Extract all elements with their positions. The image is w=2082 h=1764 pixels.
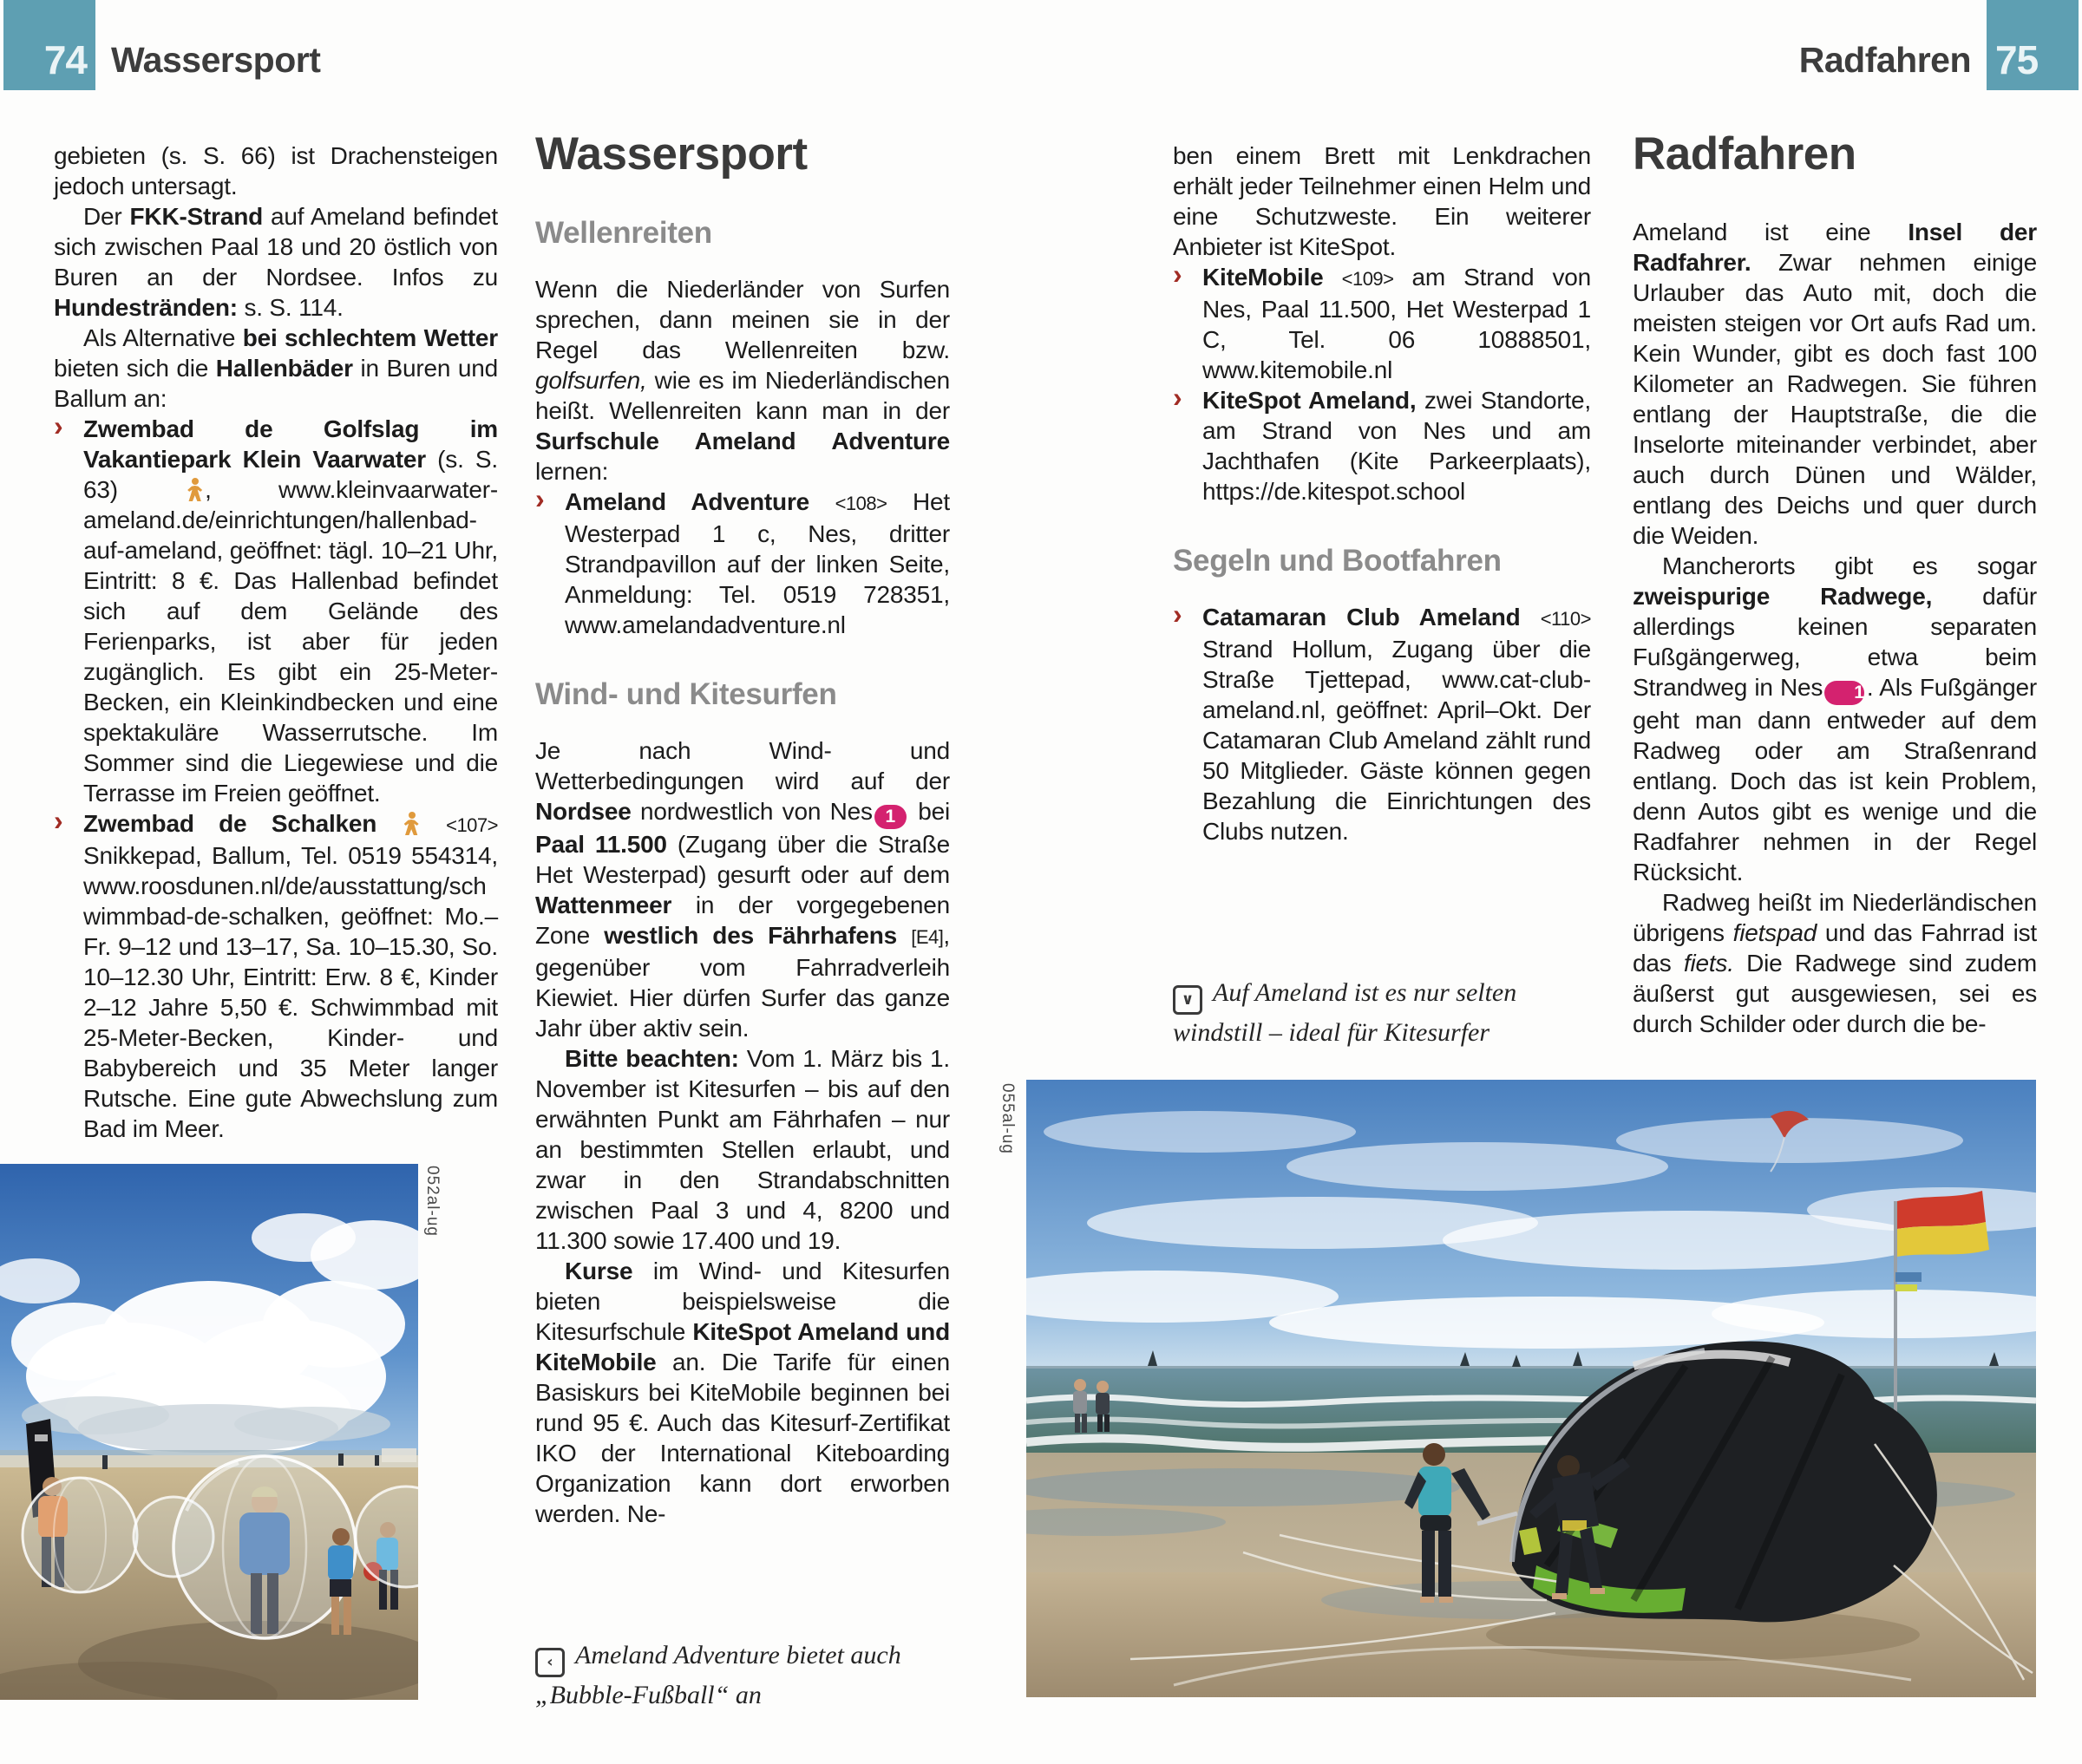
paragraph: Ameland ist eine Insel der Radfahrer. Zwar nehmen einige Urlauber das Auto mit, doch die meisten steigen vor Ort aufs Rad um. Kein Wunder, gibt es doch fast 100 Kilometer an Radwegen. Sie führen entlang der Hauptstraße, die die Inselorte miteinander verbindet, aber auch durch Dünen und Wälder, entlang des Deichs und quer durch die Weiden. xyxy=(1633,219,2037,549)
list-item-text: Zwembad de Schalken <107> Snikkepad, Ballum, Tel. 0519 554314, www.roosdunen.nl/de/ausstattung/schwimmbad-de-schalken, geöffnet: Mo.–Fr. 9–12 und 13–17, Sa. 10–15.30, So. 10–12.30 Uhr, Eintritt: Erw. 8 €, Kinder 2–12 Jahre 5,50 €. Schwimmbad mit 25-Meter-Becken, Kinder- und Babybereich und 35 Meter langer Rutsche. Eine gute Abwechslung zum Bad im Meer. xyxy=(83,810,498,1142)
photo-image xyxy=(1026,1080,2036,1697)
photo-kitesurf-beach xyxy=(1026,1080,2036,1697)
paragraph: ben einem Brett mit Lenkdrachen erhält jeder Teilnehmer einen Helm und eine Schutzweste. Ein weiterer Anbieter ist KiteSpot. xyxy=(1173,142,1591,260)
list-item xyxy=(1173,598,1591,846)
photo-credit-right: 055al-ug xyxy=(998,1083,1017,1154)
paragraph: Der FKK-Strand auf Ameland befindet sich zwischen Paal 18 und 20 östlich von Buren an der Nordsee. Infos zu Hundestränden: s. S. 114. xyxy=(54,203,498,321)
photo-image xyxy=(0,1164,418,1700)
kitesurf-provider-list xyxy=(1173,258,1591,506)
photo-caption-kitesurf xyxy=(1173,975,1591,1050)
family-icon xyxy=(187,478,202,501)
column-4 xyxy=(1633,130,2037,1039)
column-3 xyxy=(1173,130,1591,846)
running-header-left: Wassersport xyxy=(111,40,321,80)
page-number-right: 75 xyxy=(1995,37,2039,82)
paragraph: Als Alternative bei schlechtem Wetter bieten sich die Hallenbäder in Buren und Ballum an: xyxy=(54,324,498,412)
chevron-bullet-icon: › xyxy=(1173,258,1182,290)
page-number-left: 74 xyxy=(43,37,87,82)
list-item-text: KiteMobile <109> am Strand von Nes, Paal 11.500, Het Westerpad 1 C, Tel. 06 10888501, www.kitemobile.nl xyxy=(1202,264,1591,383)
column-1 xyxy=(54,130,498,1144)
list-item xyxy=(54,410,498,808)
chevron-bullet-icon: › xyxy=(54,410,63,441)
paragraph: Je nach Wind- und Wetterbedingungen wird auf der Nordsee nordwestlich von Nes 1 bei Paal 11.500 (Zugang über die Straße Het Westerpad) gesurft oder auf dem Wattenmeer in der vorgegebenen Zone westlich des Fährhafens [E4], gegenüber vom Fahrradverleih Kiewiet. Hier dürfen Surfer das ganze Jahr über aktiv sein. xyxy=(535,737,950,1042)
photo-caption-bubble-football xyxy=(535,1637,950,1713)
list-item xyxy=(535,483,950,640)
list-item-text: Catamaran Club Ameland <110> Strand Hollum, Zugang über die Straße Tjettepad, www.cat-club-ameland.nl, geöffnet: April–Okt. Der Catamaran Club Ameland zählt rund 50 Mitglieder. Gäste können gegen Bezahlung die Einrichtungen des Clubs nutzen. xyxy=(1202,604,1591,845)
list-item xyxy=(54,805,498,1144)
paragraph: Kurse im Wind- und Kitesurfen bieten beispielsweise die Kitesurfschule KiteSpot Ameland und KiteMobile an. Die Tarife für einen Basiskurs bei KiteMobile beginnen bei rund 95 €. Auch das Kitesurf-Zertifikat IKO der International Kiteboarding Organization kann dort erworben werden. Ne- xyxy=(535,1258,950,1527)
chevron-bullet-icon: › xyxy=(1173,598,1182,630)
pool-list xyxy=(54,410,498,1144)
page-number-box-right xyxy=(1987,0,2079,90)
paragraph: Wenn die Niederländer von Surfen sprechen, dann meinen sie in der Regel das Wellenreiten bzw. golfsurfen, wie es im Niederländischen heißt. Wellenreiten kann man in der Surfschule Ameland Adventure lernen: xyxy=(535,276,950,485)
list-item-text: Zwembad de Golfslag im Vakantiepark Klein Vaarwater (s. S. 63) , www.kleinvaarwater-ameland.de/einrichtungen/hallenbad-auf-ameland, geöffnet: tägl. 10–21 Uhr, Eintritt: 8 €. Das Hallenbad befindet sich auf dem Gelände des Ferienparks, ist aber für jeden zugänglich. Es gibt ein 25-Meter-Becken, ein Kleinkindbecken und eine spektakuläre Wasserrutsche. Im Sommer sind die Liegewiese und die Terrasse im Freien geöffnet. xyxy=(83,415,498,807)
family-icon xyxy=(404,812,419,835)
list-item xyxy=(1173,382,1591,506)
paragraph: Mancherorts gibt es sogar zweispurige Radwege, dafür allerdings keinen separaten Fußgängerweg, etwa beim Strandweg in Nes 1 . Als Fußgänger geht man dann entweder auf dem Radweg oder am Straßenrand entlang. Doch das ist kein Problem, denn Autos gibt es wenige und die Radfahrer nehmen in der Regel Rücksicht. xyxy=(1633,552,2037,885)
list-item-text: KiteSpot Ameland, zwei Standorte, am Strand von Nes und am Jachthafen (Kite Parkeerplaats), https://de.kitespot.school xyxy=(1202,387,1591,505)
section-title-wassersport: Wassersport xyxy=(535,128,808,180)
list-item-text: Ameland Adventure <108> Het Westerpad 1 c, Nes, dritter Strandpavillon auf der linken Seite, Anmeldung: Tel. 0519 728351, www.amelandadventure.nl xyxy=(565,488,950,638)
caption-text: Ameland Adventure bietet auch „Bubble-Fußball“ an xyxy=(535,1641,901,1709)
chevron-bullet-icon: › xyxy=(54,805,63,836)
caption-left-arrow-icon: ‹ xyxy=(535,1648,565,1677)
running-header-right: Radfahren xyxy=(1798,40,1971,80)
photo-bubble-football-beach xyxy=(0,1164,418,1700)
sailing-list xyxy=(1173,598,1591,846)
section-title-radfahren: Radfahren xyxy=(1633,128,1856,180)
column-2 xyxy=(535,130,950,1529)
paragraph: Bitte beachten: Vom 1. März bis 1. November ist Kitesurfen – bis auf den erwähnten Punkt am Fährhafen – nur an bestimmten Stellen erlaubt, und zwar in den Strandabschnitten zwischen Paal 3 und 4, 8200 und 11.300 sowie 17.400 und 19. xyxy=(535,1045,950,1254)
subsection-wellenreiten: Wellenreiten xyxy=(535,216,712,250)
subsection-segeln-bootfahren: Segeln und Bootfahren xyxy=(1173,544,1502,578)
list-item xyxy=(1173,258,1591,385)
caption-down-arrow-icon: ∨ xyxy=(1173,985,1202,1015)
chevron-bullet-icon: › xyxy=(535,483,545,514)
photo-credit-left: 052al-ug xyxy=(423,1166,442,1237)
page-number-box-left xyxy=(3,0,95,90)
surf-school-list xyxy=(535,483,950,640)
paragraph: Radweg heißt im Niederländischen übrigens fietspad und das Fahrrad ist das fiets. Die Radwege sind zudem äußerst gut ausgewiesen, sei es durch Schilder oder durch die be- xyxy=(1633,889,2038,1037)
subsection-wind-kitesurfen: Wind- und Kitesurfen xyxy=(535,677,837,711)
caption-text: Auf Ameland ist es nur selten windstill – ideal für Kitesurfer xyxy=(1173,978,1517,1047)
paragraph: gebieten (s. S. 66) ist Drachensteigen jedoch untersagt. xyxy=(54,142,498,199)
chevron-bullet-icon: › xyxy=(1173,382,1182,413)
